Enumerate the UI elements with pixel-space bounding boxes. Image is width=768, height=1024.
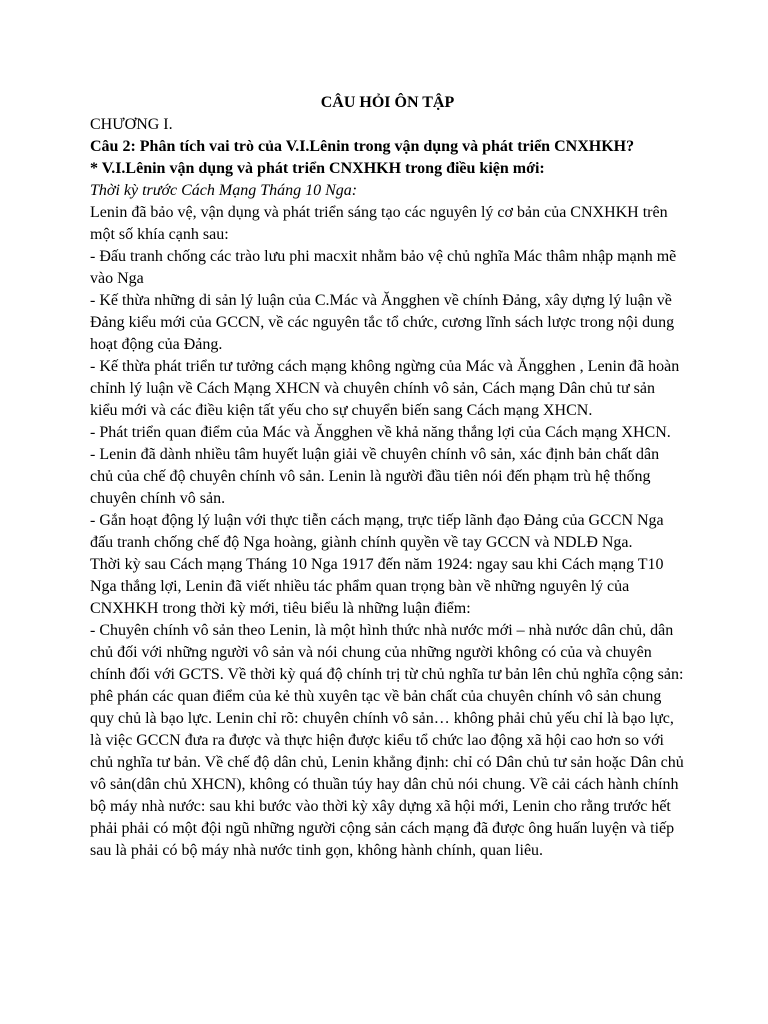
paragraph-proletarian-dictatorship: - Chuyên chính vô sản theo Lenin, là một hình thức nhà nước mới – nhà nước dân chủ, dân chủ đối với những người vô sản và nói chung của những người không có của và chuyên chính đối với GCTS. Về thời kỳ quá độ chính trị từ chủ nghĩa tư bản lên chủ nghĩa cộng sản: phê phán các quan điểm của kẻ thù xuyên tạc về bản chất của chuyên chính vô sản chung quy chủ là bạo lực. Lenin chỉ rõ: chuyên chính vô sản… không phải chủ yếu chỉ là bạo lực, là việc GCCN đưa ra được và thực hiện được kiểu tổ chức lao động xã hội cao hơn so với chủ nghĩa tư bản. Về chế độ dân chủ, Lenin khẳng định: chỉ có Dân chủ tư sản hoặc Dân chủ vô sản(dân chủ XHCN), không có thuần túy hay dân chủ nói chung. Về cải cách hành chính bộ máy nhà nước: sau khi bước vào thời kỳ xây dựng xã hội mới, Lenin cho rằng trước hết phải phải có một đội ngũ những người cộng sản cách mạng đã được ông huấn luyện và tiếp sau là phải có bộ máy nhà nước tinh gọn, không hành chính, quan liêu. [90, 622, 684, 859]
document-title: CÂU HỎI ÔN TẬP [320, 94, 455, 111]
paragraph-bullet-2: - Kế thừa những di sản lý luận của C.Mác và Ăngghen về chính Đảng, xây dựng lý luận về Đảng kiểu mới của GCCN, về các nguyên tắc tổ chức, cương lĩnh sách lược trong nội dung hoạt động của Đảng. [90, 292, 675, 353]
paragraph-bullet-5: - Lenin đã dành nhiều tâm huyết luận giải về chuyên chính vô sản, xác định bản chất dân chủ của chế độ chuyên chính vô sản. Lenin là người đầu tiên nói đến phạm trù hệ thống chuyên chính vô sản. [90, 446, 660, 507]
period-heading: Thời kỳ trước Cách Mạng Tháng 10 Nga: [90, 182, 358, 199]
section-heading: * V.I.Lênin vận dụng và phát triển CNXHKH trong điều kiện mới: [90, 160, 545, 177]
paragraph-bullet-1: - Đấu tranh chống các trào lưu phi macxit nhằm bảo vệ chủ nghĩa Mác thâm nhập mạnh mẽ vào Nga [90, 248, 677, 287]
paragraph-post-revolution: Thời kỳ sau Cách mạng Tháng 10 Nga 1917 đến năm 1924: ngay sau khi Cách mạng T10 Nga thắng lợi, Lenin đã viết nhiều tác phẩm quan trọng bàn về những nguyên lý của CNXHKH trong thời kỳ mới, tiêu biểu là những luận điểm: [90, 556, 664, 617]
paragraph-intro: Lenin đã bảo vệ, vận dụng và phát triển sáng tạo các nguyên lý cơ bản của CNXHKH trên một số khía cạnh sau: [90, 204, 668, 243]
question-heading: Câu 2: Phân tích vai trò của V.I.Lênin trong vận dụng và phát triển CNXHKH? [90, 138, 635, 155]
paragraph-bullet-4: - Phát triển quan điểm của Mác và Ăngghen về khả năng thắng lợi của Cách mạng XHCN. [90, 424, 671, 441]
paragraph-bullet-6: - Gắn hoạt động lý luận với thực tiễn cách mạng, trực tiếp lãnh đạo Đảng của GCCN Nga đấu tranh chống chế độ Nga hoàng, giành chính quyền về tay GCCN và NDLĐ Nga. [90, 512, 664, 551]
paragraph-bullet-3: - Kế thừa phát triển tư tưởng cách mạng không ngừng của Mác và Ăngghen , Lenin đã hoàn chỉnh lý luận về Cách Mạng XHCN và chuyên chính vô sản, Cách mạng Dân chủ tư sản kiểu mới và các điều kiện tất yếu cho sự chuyển biến sang Cách mạng XHCN. [90, 358, 680, 419]
document-page [90, 92, 685, 862]
chapter-heading: CHƯƠNG I. [90, 116, 173, 133]
